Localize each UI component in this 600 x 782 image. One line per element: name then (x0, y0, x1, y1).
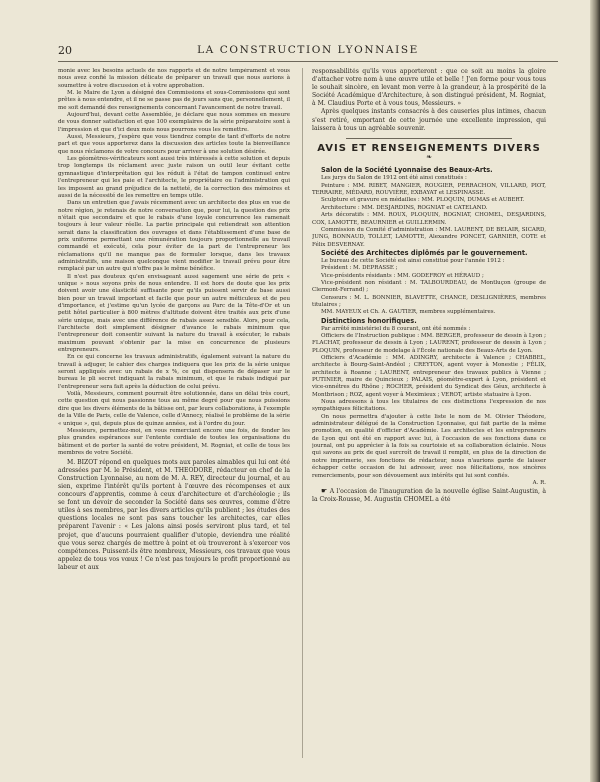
section-rule (346, 138, 512, 139)
left-paragraph: Voilà, Messieurs, comment pourrait être solutionnée, dans un délai très court, cette question qui nous passionne tous au même degré pour que nous puissions dire que les divers éléments de la bâtisse ont, par leurs collaborations, à l'exemple de la Ville de Paris, celle de Valence, celle d'Annecy, réalisé le problème de la série « unique », qui, depuis plus de quinze années, est à l'ordre du jour. (58, 391, 290, 427)
salon-jury: Commission du Comité d'administration : MM. LAURENT, DE BELAIR, SICARD, JUNG, BONNAUD, TOLLET, LAMOTTE, Alexandre PONCET, GARNIER, COTE et Félix DESVERNAY. (312, 226, 546, 248)
diplomes-heading: Société des Architectes diplômés par le gouvernement. (321, 248, 528, 257)
header-rule (58, 61, 558, 62)
salon-jury: Architecture : MM. DESJARDINS, ROGNIAT et CATELAND. (321, 204, 488, 211)
pointing-hand-icon: ☛ (321, 487, 328, 496)
page-header (58, 44, 558, 58)
right-paragraph: Après quelques instants consacrés à des causeries plus intimes, chacun s'est retiré, emportant de cette journée une excellente impression, qui laissera à tous un agréable souvenir. (312, 108, 546, 132)
distinctions-paragraph: Nous adressons à tous les titulaires de ces distinctions l'expression de nos sympathiques félicitations. (312, 399, 546, 413)
left-paragraph: Messieurs, permettez-moi, en vous remerciant encore une fois, de fonder les plus grandes espérances sur l'entente cordiale de toutes les organisations du bâtiment et de porter la santé de votre président, M. Rogniat, et celle de tous les membres de votre Société. (58, 427, 290, 456)
salon-jury: Peinture : MM. RIBET, MANGIER, ROUGIER, PERRACHON, VILLARD, PIOT, TERRAIRE, MÉDARD, ROUVIÈRE, EXBAYAT et LESPINASSE. (312, 182, 546, 197)
left-column (58, 68, 290, 758)
distinctions-paragraph: Par arrêté ministériel du 8 courant, ont été nommés : (321, 325, 471, 332)
running-title: LA CONSTRUCTION LYONNAISE (197, 44, 419, 56)
diplomes-member: Vice-présidents résidants : MM. GODEFROY et HÉRAUD ; (321, 272, 484, 279)
left-paragraph-toast: M. BIZOT répond en quelques mots aux paroles aimables qui lui ont été adressées par M. le Président, et M. THEODORE, rédacteur en chef de la Construction Lyonnaise, au nom de M. A. REY, directeur du journal, et au sien, exprime l'intérêt qu'ils portent à l'œuvre des récompenses et aux concours d'apprentis, comme à ceux d'architecture et d'archéologie ; ils se font un devoir de seconder la Société dans ses œuvres, comme d'être utiles à ses membres, par les divers articles qu'ils publient ; les études des questions locales ne sont pas sans toucher les architectes, car elles préparent l'avenir : « Les jalons ainsi posés serviront plus tard, et tel projet, que d'aucuns pourraient qualifier d'utopie, deviendra une réalité que vous serez chargés de mettre à point et où trouveront à s'exercer vos compétences. Puissent-ils être nombreux, Messieurs, ces travaux que vous appelez de tous vos vœux ! Ce n'est pas toujours le profit proportionné au labeur et aux (58, 458, 290, 571)
binding-shadow (590, 0, 600, 782)
section-title: AVIS ET RENSEIGNEMENTS DIVERS (317, 142, 541, 154)
diplomes-member: Président : M. DEPRASSE ; (321, 265, 398, 272)
salon-heading: Salon de la Société Lyonnaise des Beaux-Arts. (321, 166, 493, 175)
salon-intro: Les jurys du Salon de 1912 ont été ainsi constitués : (321, 175, 467, 182)
left-paragraph: Il n'est pas douteux qu'en envisageant aussi sagement une série de prix « unique » nous soyons près de nous entendre. Il est hors de doute que les prix doivent avoir une élasticité suffisante pour qu'ils puissent servir de base aussi bien pour un travail important et facile que pour un autre méticuleux et de peu d'importance, et j'estime qu'un lycée de garçons au Parc de la Tête-d'Or et un petit hôtel particulier à 800 mètres d'altitude doivent être traités aux prix d'une série unique, mais avec une différence de rabais assez sensible. Alors, pour cela, l'architecte doit simplement désigner d'avance le rabais minimum que l'entrepreneur doit consentir suivant la nature du travail à exécuter, le rabais maximum pouvant s'obtenir par la mise en concurrence de plusieurs entrepreneurs. (58, 273, 290, 354)
page-number: 20 (58, 44, 72, 57)
diplomes-member: MM. MAYEUX et Ch. A. GAUTIER, membres supplémentaires. (321, 309, 496, 316)
right-paragraph: responsabilités qu'ils vous apporteront : que ce soit au moins la gloire d'attacher votre nom à une œuvre utile et belle ! J'en forme pour vous tous le souhait sincère, en levant mon verre à la grandeur, à la prospérité de la Société Académique d'Architecture, à son distingué président, M. Rogniat, à M. Claudius Porte et à vous tous, Messieurs. » (312, 68, 546, 108)
left-paragraph: Les géomètres-vérificateurs sont aussi très intéressés à cette solution et depuis trop longtemps ils réclament avec juste raison un outil leur évitant cette gymnastique d'interprétation qui les réduit à l'état de tampon continuel entre l'entrepreneur qui les paie et l'architecte, le propriétaire ou l'administration qui les imposent au grand préjudice de la netteté, de la correction des mémoires et aussi de la nécessité de les remettre en temps utile. (58, 156, 290, 199)
fleuron-ornament: ❧ (426, 153, 432, 162)
left-paragraph: En ce qui concerne les travaux administratifs, également suivant la nature du travail à adjuger, le cahier des charges indiquera que les prix de la série unique seront appliqués avec un rabais de x %, ce qui dispensera de dépaser sur le bureau le pli secret indiquant la rabais minimum, et que le rabais indiqué par l'entrepreneur sera fait après la déduction de celui prévu. (58, 354, 290, 390)
left-paragraph: Aussi, Messieurs, j'espère que vous tiendrez compte de tant d'efforts de notre part et que vous apporterez dans la discussion des articles toute la bienveillance que nous réclamons de votre concours pour arriver à une solution désirée. (58, 134, 290, 155)
distinctions-paragraph: On nous permettra d'ajouter à cette liste le nom de M. Olivier Théodore, administrateur délégué de la Construction Lyonnaise, qui fait partie de la même promotion, en qualité d'officier d'Académie. Les architectes et les entrepreneurs de Lyon qui ont été en rapport avec lui, à l'occasion de ses fonctions dans ce journal, ont pu apprécier à la fois sa courtoisie et sa collaboration éclairée. Nous qui savons au prix de quel surcroît de travail il remplit, en plus de la direction de notre imprimerie, ses fonctions de rédacteur, nous n'aurions garde de laisser échapper cette occasion de lui adresser, avec nos félicitations, nos sincères remerciements, pour son dévouement aux intérêts qui lui sont confiés. (312, 413, 546, 479)
left-paragraph: Dans un entretien que j'avais récemment avec un architecte des plus en vue de notre région, je retenais de notre conversation que, pour lui, la question des prix n'était que secondaire et que le rabais d'une loyale concurrence les ramenait toujours à leur valeur réelle. La partie principale qui retiendrait son attention serait dans la classification des ouvrages et dans l'établissement d'une base de prix uniforme permettant une rémunération toujours proportionnelle au travail commandé et exécuté, cela pour éviter de la part de l'entrepreneur les réclamations qu'il ne manque pas de formuler lorsque, dans les travaux administratifs, une maison quelconque vient modifier le travail prévu pour être remplacé par un autre qui n'offre pas le même bénéfice. (58, 200, 290, 273)
distinctions-heading: Distinctions honorifiques. (321, 316, 417, 325)
salon-jury: Sculpture et gravure en médailles : MM. PLOQUIN, DUMAS et AUBERT. (321, 197, 525, 204)
final-notice: A l'occasion de l'inauguration de la nouvelle église Saint-Augustin, à la Croix-Rousse, M. Augustin CHOMEL a été (312, 488, 546, 504)
left-paragraph: M. le Maire de Lyon a désigné des Commissions et sous-Commissions qui sont prêtes à nous entendre, et il ne se passe pas de jours sans que, personnellement, il me soit demandé des renseignements concernant l'avancement de notre travail. (58, 90, 290, 111)
distinctions-paragraph: Officiers de l'Instruction publique : MM. BERGER, professeur de dessin à Lyon ; FLACHAT, professeur de dessin à Lyon ; LAURENT, professeur de dessin à Lyon ; PLOQUIN, professeur de modelage à l'École nationale des Beaux-Arts de Lyon. (312, 332, 546, 354)
diplomes-member: Censeurs : M. L. BONNIER, BLAVETTE, CHANCE, DESLIGNIÈRES, membres titulaires ; (312, 294, 546, 308)
left-paragraph: Aujourd'hui, devant cette Assemblée, je déclare que nous sommes en mesure de vous donner satisfaction et que 100 exemplaires de la série préparatoire sont à l'impression et que d'ici deux mois nous pourrons vous les remettre. (58, 112, 290, 133)
column-divider (302, 68, 303, 758)
distinctions-paragraph: Officiers d'Académie : MM. ADINGRY, architecte à Valence ; CHABBEL, architecte à Bourg-Saint-Andéol ; CREYTON, agent voyer à Monestie ; FÉLIX, architecte à Roanne ; LAURENT, entrepreneur des travaux publics à Vienne ; PUTINIER, maire de Quincieux ; PALAIS, géomètre-expert à Lyon, président et vice-onnétres du Rhône ; ROCHER, président du Syndicat des Géux, architecte à Montbrison ; ROZ, agent voyer à Meximieux ; VEROT, artiste statuaire à Lyon. (312, 355, 546, 398)
diplomes-member: Vice-président non résidant : M. TALBOURDEAU, de Montluçon (groupe de Clermont-Ferrand) ; (312, 279, 546, 294)
salon-jury: Arts décoratifs : MM. ROUX, PLOQUIN, ROGNIAT, CHOMEL, DESJARDINS, COX, LAMOTTE, BEAURNIER et GUILLERMIN. (312, 212, 546, 226)
signature: A. R. (532, 479, 546, 486)
right-column (312, 68, 546, 758)
diplomes-intro: Le bureau de cette Société est ainsi constitué pour l'année 1912 : (321, 257, 505, 264)
left-paragraph: monie avec les besoins actuels de nos rapports et de notre tempérament et vous nous avez confié la mission délicate de préparer un travail que nous aurions à soumettre à votre discussion et à votre approbation. (58, 68, 290, 89)
